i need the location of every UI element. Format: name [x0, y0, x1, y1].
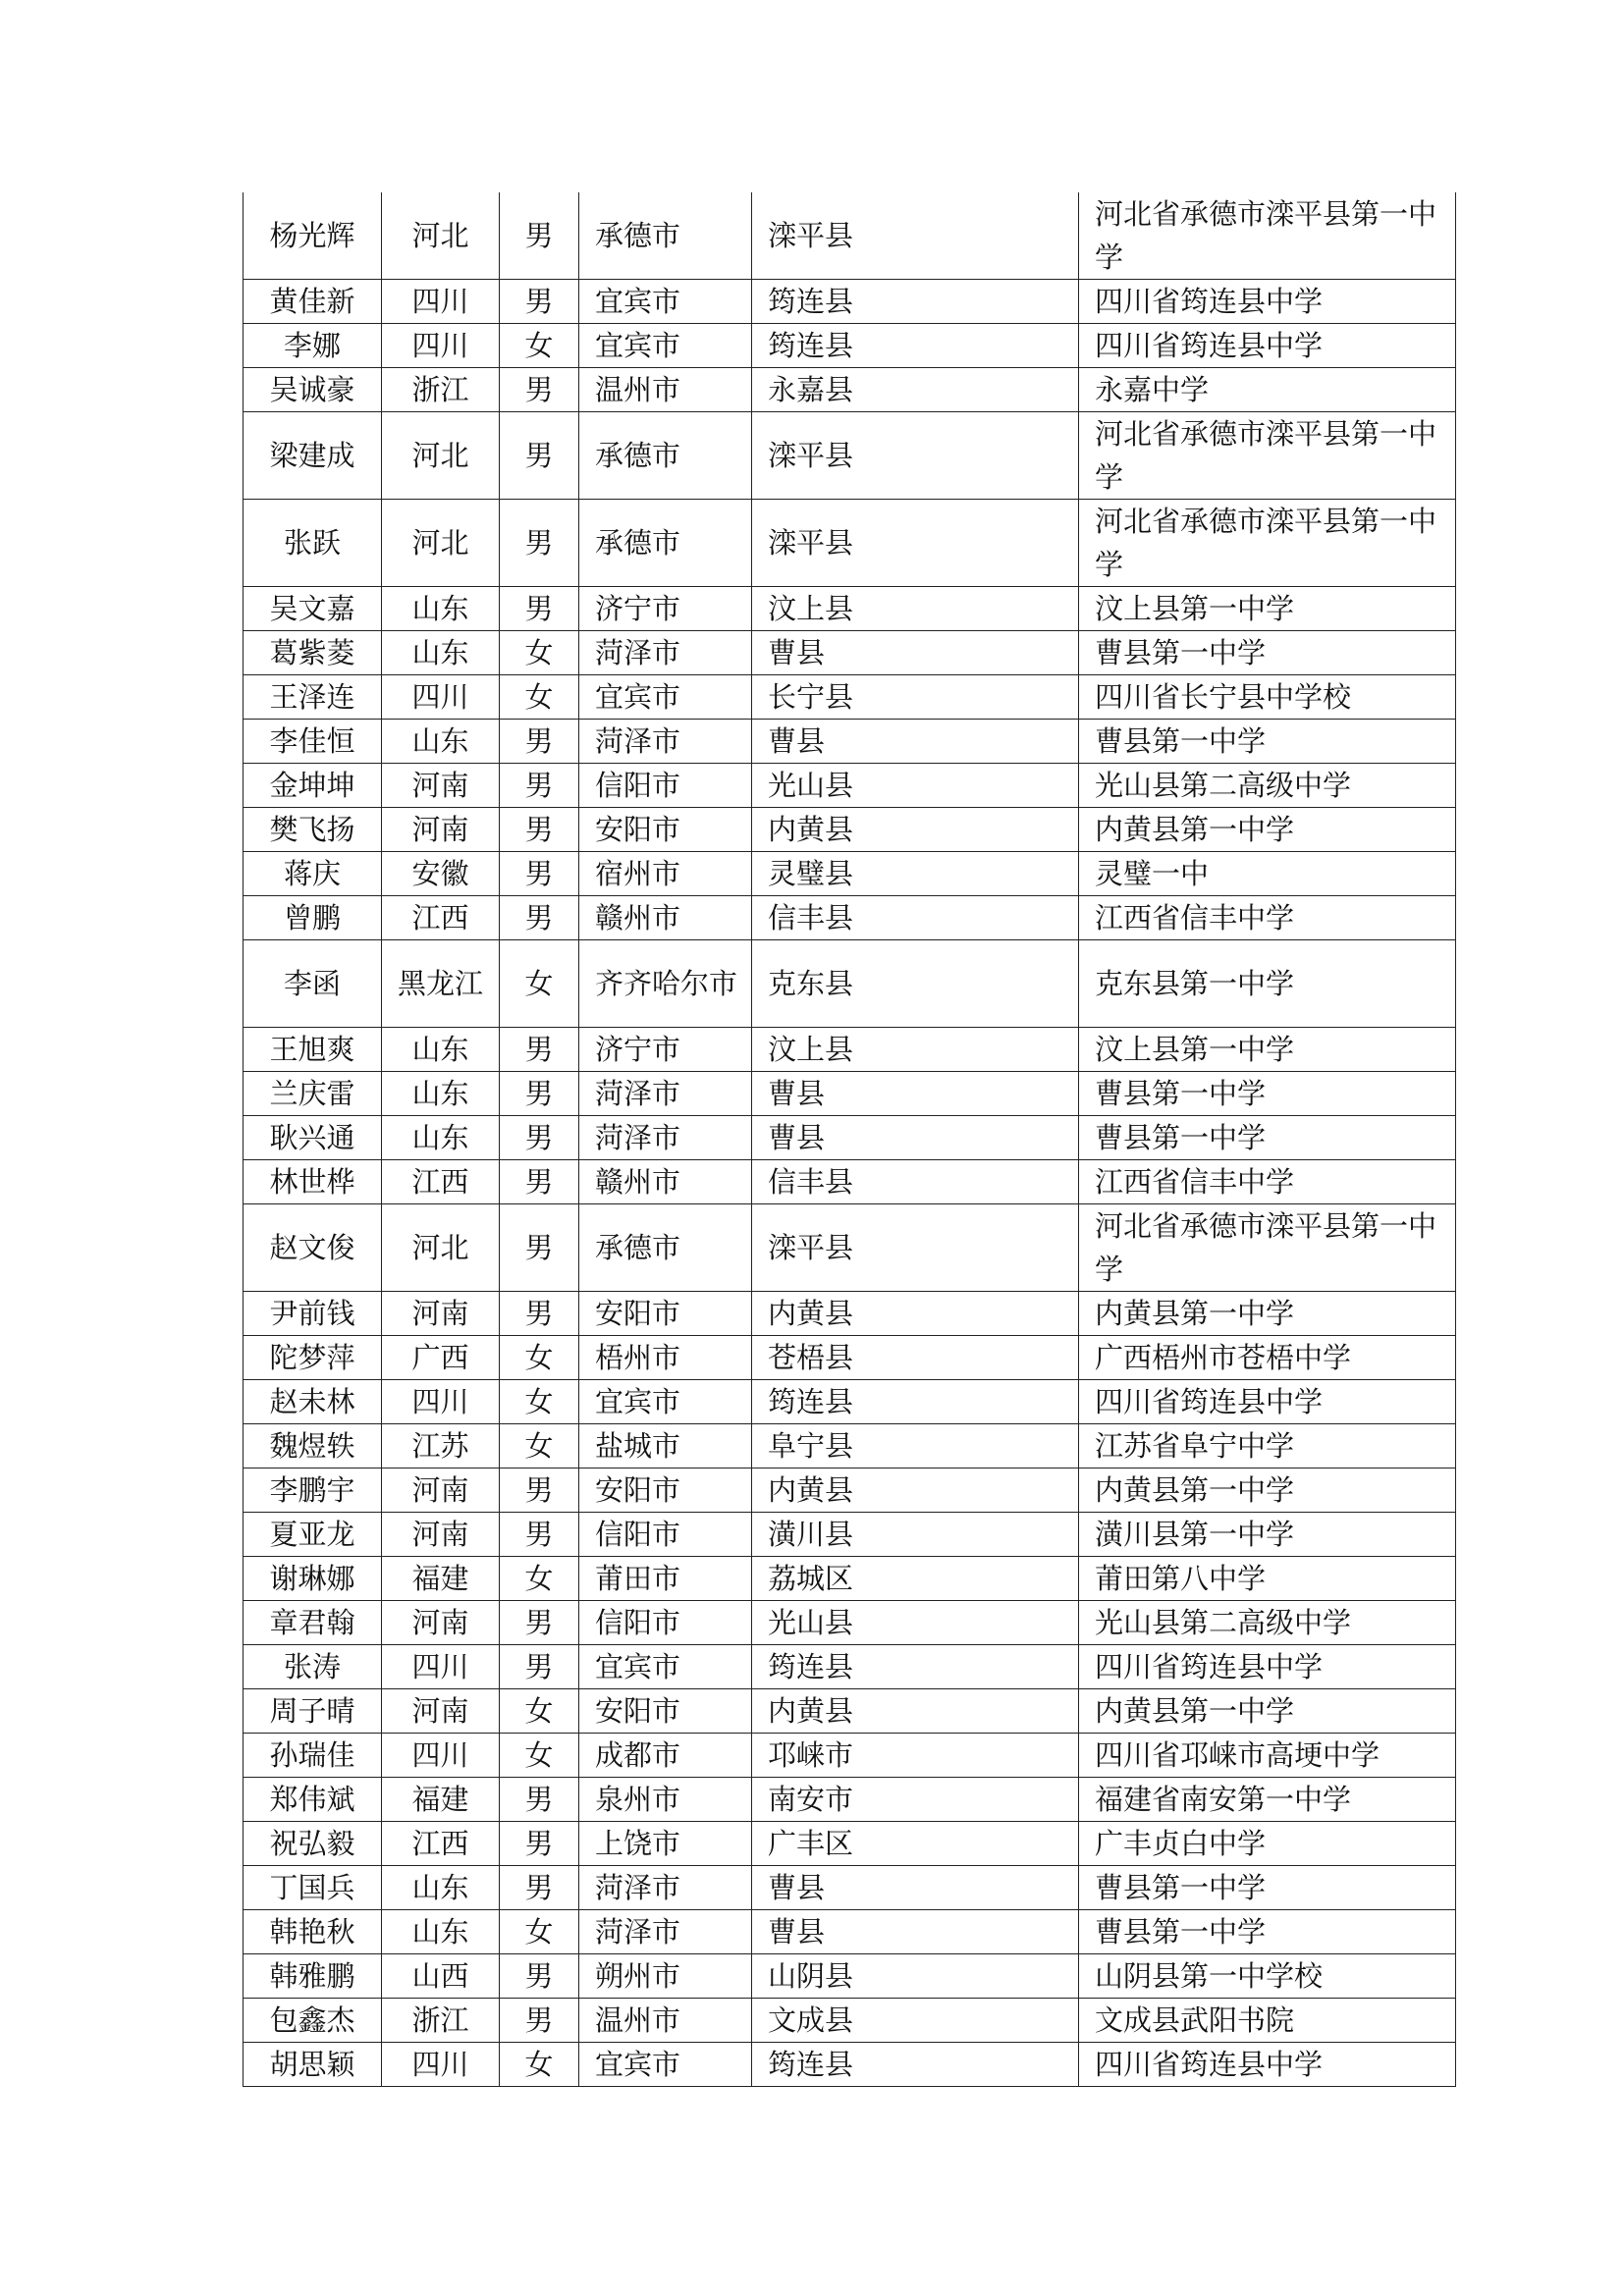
county-cell: 山阴县 [752, 1954, 1079, 1999]
school-cell: 灵璧一中 [1079, 852, 1456, 896]
student-name-cell: 樊飞扬 [244, 808, 382, 852]
roster-body [244, 192, 1456, 2087]
county-cell: 筠连县 [752, 280, 1079, 324]
province-cell: 河北 [382, 500, 500, 587]
county-cell: 内黄县 [752, 808, 1079, 852]
table-row [244, 1689, 1456, 1734]
province-cell: 山东 [382, 1072, 500, 1116]
gender-cell: 男 [500, 852, 579, 896]
gender-cell: 男 [500, 368, 579, 412]
table-row [244, 1734, 1456, 1778]
city-cell: 梧州市 [579, 1336, 752, 1380]
student-name-cell: 吴文嘉 [244, 587, 382, 631]
table-row [244, 1072, 1456, 1116]
gender-cell: 男 [500, 192, 579, 280]
student-name-cell: 尹前钱 [244, 1292, 382, 1336]
city-cell: 宜宾市 [579, 324, 752, 368]
county-cell: 荔城区 [752, 1557, 1079, 1601]
student-name-cell: 郑伟斌 [244, 1778, 382, 1822]
table-row [244, 324, 1456, 368]
school-cell: 曹县第一中学 [1079, 720, 1456, 764]
student-name-cell: 韩雅鹏 [244, 1954, 382, 1999]
city-cell: 宜宾市 [579, 2043, 752, 2087]
table-row [244, 1822, 1456, 1866]
province-cell: 山东 [382, 720, 500, 764]
school-cell: 内黄县第一中学 [1079, 1689, 1456, 1734]
student-name-cell: 黄佳新 [244, 280, 382, 324]
school-cell: 广丰贞白中学 [1079, 1822, 1456, 1866]
county-cell: 信丰县 [752, 896, 1079, 940]
gender-cell: 女 [500, 1689, 579, 1734]
table-row [244, 587, 1456, 631]
gender-cell: 男 [500, 587, 579, 631]
table-row [244, 1204, 1456, 1292]
gender-cell: 男 [500, 1954, 579, 1999]
school-cell: 内黄县第一中学 [1079, 1468, 1456, 1513]
province-cell: 江西 [382, 1822, 500, 1866]
county-cell: 永嘉县 [752, 368, 1079, 412]
gender-cell: 男 [500, 896, 579, 940]
county-cell: 曹县 [752, 720, 1079, 764]
province-cell: 四川 [382, 324, 500, 368]
province-cell: 山东 [382, 587, 500, 631]
student-name-cell: 李佳恒 [244, 720, 382, 764]
student-name-cell: 李娜 [244, 324, 382, 368]
city-cell: 宜宾市 [579, 1645, 752, 1689]
province-cell: 四川 [382, 280, 500, 324]
gender-cell: 男 [500, 1468, 579, 1513]
school-cell: 四川省长宁县中学校 [1079, 675, 1456, 720]
province-cell: 四川 [382, 1645, 500, 1689]
table-row [244, 675, 1456, 720]
province-cell: 四川 [382, 1380, 500, 1424]
student-name-cell: 魏煜轶 [244, 1424, 382, 1468]
school-cell: 江苏省阜宁中学 [1079, 1424, 1456, 1468]
city-cell: 宜宾市 [579, 280, 752, 324]
student-name-cell: 孙瑞佳 [244, 1734, 382, 1778]
table-row [244, 1160, 1456, 1204]
school-cell: 四川省筠连县中学 [1079, 1645, 1456, 1689]
county-cell: 长宁县 [752, 675, 1079, 720]
province-cell: 山东 [382, 1028, 500, 1072]
province-cell: 河北 [382, 1204, 500, 1292]
student-name-cell: 周子晴 [244, 1689, 382, 1734]
province-cell: 山东 [382, 631, 500, 675]
student-name-cell: 王泽连 [244, 675, 382, 720]
city-cell: 安阳市 [579, 1468, 752, 1513]
county-cell: 曹县 [752, 1116, 1079, 1160]
table-row [244, 2043, 1456, 2087]
school-cell: 河北省承德市滦平县第一中学 [1079, 500, 1456, 587]
student-name-cell: 林世桦 [244, 1160, 382, 1204]
table-row [244, 720, 1456, 764]
table-row [244, 1601, 1456, 1645]
school-cell: 曹县第一中学 [1079, 1116, 1456, 1160]
student-name-cell: 李鹏宇 [244, 1468, 382, 1513]
school-cell: 江西省信丰中学 [1079, 1160, 1456, 1204]
county-cell: 内黄县 [752, 1292, 1079, 1336]
document-page [243, 192, 1455, 2087]
county-cell: 曹县 [752, 1866, 1079, 1910]
city-cell: 菏泽市 [579, 631, 752, 675]
gender-cell: 男 [500, 412, 579, 500]
gender-cell: 女 [500, 1910, 579, 1954]
county-cell: 曹县 [752, 1910, 1079, 1954]
student-name-cell: 蒋庆 [244, 852, 382, 896]
county-cell: 滦平县 [752, 412, 1079, 500]
table-row [244, 1910, 1456, 1954]
city-cell: 安阳市 [579, 1689, 752, 1734]
province-cell: 四川 [382, 675, 500, 720]
county-cell: 光山县 [752, 764, 1079, 808]
student-name-cell: 金坤坤 [244, 764, 382, 808]
school-cell: 永嘉中学 [1079, 368, 1456, 412]
student-name-cell: 葛紫菱 [244, 631, 382, 675]
city-cell: 赣州市 [579, 896, 752, 940]
city-cell: 菏泽市 [579, 1072, 752, 1116]
city-cell: 泉州市 [579, 1778, 752, 1822]
city-cell: 宜宾市 [579, 675, 752, 720]
county-cell: 克东县 [752, 940, 1079, 1028]
table-row [244, 1999, 1456, 2043]
city-cell: 安阳市 [579, 808, 752, 852]
province-cell: 江西 [382, 896, 500, 940]
city-cell: 安阳市 [579, 1292, 752, 1336]
province-cell: 山东 [382, 1910, 500, 1954]
student-name-cell: 章君翰 [244, 1601, 382, 1645]
table-row [244, 1866, 1456, 1910]
student-name-cell: 韩艳秋 [244, 1910, 382, 1954]
school-cell: 河北省承德市滦平县第一中学 [1079, 192, 1456, 280]
county-cell: 邛崃市 [752, 1734, 1079, 1778]
province-cell: 河南 [382, 1292, 500, 1336]
school-cell: 山阴县第一中学校 [1079, 1954, 1456, 1999]
student-name-cell: 吴诚豪 [244, 368, 382, 412]
province-cell: 河南 [382, 808, 500, 852]
county-cell: 汶上县 [752, 1028, 1079, 1072]
gender-cell: 女 [500, 1557, 579, 1601]
table-row [244, 808, 1456, 852]
student-name-cell: 曾鹏 [244, 896, 382, 940]
province-cell: 广西 [382, 1336, 500, 1380]
gender-cell: 男 [500, 1204, 579, 1292]
student-name-cell: 丁国兵 [244, 1866, 382, 1910]
gender-cell: 男 [500, 1866, 579, 1910]
city-cell: 信阳市 [579, 1513, 752, 1557]
city-cell: 济宁市 [579, 1028, 752, 1072]
province-cell: 安徽 [382, 852, 500, 896]
table-row [244, 1557, 1456, 1601]
student-name-cell: 兰庆雷 [244, 1072, 382, 1116]
student-name-cell: 王旭爽 [244, 1028, 382, 1072]
gender-cell: 男 [500, 1116, 579, 1160]
student-roster-table [243, 192, 1456, 2087]
province-cell: 浙江 [382, 1999, 500, 2043]
province-cell: 山东 [382, 1116, 500, 1160]
student-name-cell: 梁建成 [244, 412, 382, 500]
city-cell: 成都市 [579, 1734, 752, 1778]
table-row [244, 940, 1456, 1028]
school-cell: 河北省承德市滦平县第一中学 [1079, 412, 1456, 500]
gender-cell: 女 [500, 675, 579, 720]
table-row [244, 1468, 1456, 1513]
city-cell: 菏泽市 [579, 1866, 752, 1910]
school-cell: 内黄县第一中学 [1079, 808, 1456, 852]
table-row [244, 852, 1456, 896]
table-row [244, 1336, 1456, 1380]
city-cell: 承德市 [579, 500, 752, 587]
school-cell: 曹县第一中学 [1079, 631, 1456, 675]
gender-cell: 男 [500, 280, 579, 324]
county-cell: 信丰县 [752, 1160, 1079, 1204]
school-cell: 汶上县第一中学 [1079, 1028, 1456, 1072]
gender-cell: 男 [500, 764, 579, 808]
table-row [244, 764, 1456, 808]
city-cell: 温州市 [579, 368, 752, 412]
province-cell: 河北 [382, 192, 500, 280]
school-cell: 文成县武阳书院 [1079, 1999, 1456, 2043]
student-name-cell: 胡思颖 [244, 2043, 382, 2087]
table-row [244, 896, 1456, 940]
school-cell: 福建省南安第一中学 [1079, 1778, 1456, 1822]
student-name-cell: 李函 [244, 940, 382, 1028]
gender-cell: 男 [500, 808, 579, 852]
gender-cell: 男 [500, 1292, 579, 1336]
gender-cell: 女 [500, 1380, 579, 1424]
city-cell: 宿州市 [579, 852, 752, 896]
gender-cell: 女 [500, 324, 579, 368]
table-row [244, 1645, 1456, 1689]
gender-cell: 男 [500, 500, 579, 587]
county-cell: 筠连县 [752, 1645, 1079, 1689]
city-cell: 宜宾市 [579, 1380, 752, 1424]
table-row [244, 500, 1456, 587]
province-cell: 江西 [382, 1160, 500, 1204]
city-cell: 信阳市 [579, 1601, 752, 1645]
city-cell: 菏泽市 [579, 1116, 752, 1160]
county-cell: 滦平县 [752, 192, 1079, 280]
province-cell: 福建 [382, 1557, 500, 1601]
city-cell: 上饶市 [579, 1822, 752, 1866]
city-cell: 赣州市 [579, 1160, 752, 1204]
student-name-cell: 包鑫杰 [244, 1999, 382, 2043]
county-cell: 文成县 [752, 1999, 1079, 2043]
gender-cell: 女 [500, 940, 579, 1028]
table-row [244, 1513, 1456, 1557]
county-cell: 筠连县 [752, 2043, 1079, 2087]
county-cell: 筠连县 [752, 1380, 1079, 1424]
school-cell: 曹县第一中学 [1079, 1072, 1456, 1116]
table-row [244, 1380, 1456, 1424]
gender-cell: 女 [500, 1424, 579, 1468]
county-cell: 潢川县 [752, 1513, 1079, 1557]
table-row [244, 1954, 1456, 1999]
city-cell: 齐齐哈尔市 [579, 940, 752, 1028]
school-cell: 光山县第二高级中学 [1079, 764, 1456, 808]
province-cell: 河南 [382, 1513, 500, 1557]
gender-cell: 女 [500, 631, 579, 675]
gender-cell: 女 [500, 1734, 579, 1778]
county-cell: 阜宁县 [752, 1424, 1079, 1468]
student-name-cell: 杨光辉 [244, 192, 382, 280]
school-cell: 汶上县第一中学 [1079, 587, 1456, 631]
gender-cell: 男 [500, 1822, 579, 1866]
province-cell: 黑龙江 [382, 940, 500, 1028]
school-cell: 四川省邛崃市高埂中学 [1079, 1734, 1456, 1778]
student-name-cell: 夏亚龙 [244, 1513, 382, 1557]
school-cell: 曹县第一中学 [1079, 1866, 1456, 1910]
county-cell: 滦平县 [752, 1204, 1079, 1292]
table-row [244, 1028, 1456, 1072]
county-cell: 内黄县 [752, 1468, 1079, 1513]
province-cell: 四川 [382, 2043, 500, 2087]
gender-cell: 男 [500, 1513, 579, 1557]
province-cell: 河南 [382, 1468, 500, 1513]
gender-cell: 男 [500, 1645, 579, 1689]
province-cell: 河南 [382, 1689, 500, 1734]
school-cell: 内黄县第一中学 [1079, 1292, 1456, 1336]
city-cell: 温州市 [579, 1999, 752, 2043]
student-name-cell: 张跃 [244, 500, 382, 587]
city-cell: 承德市 [579, 412, 752, 500]
province-cell: 河南 [382, 1601, 500, 1645]
school-cell: 广西梧州市苍梧中学 [1079, 1336, 1456, 1380]
gender-cell: 男 [500, 1072, 579, 1116]
student-name-cell: 张涛 [244, 1645, 382, 1689]
gender-cell: 女 [500, 1336, 579, 1380]
city-cell: 济宁市 [579, 587, 752, 631]
province-cell: 山东 [382, 1866, 500, 1910]
gender-cell: 男 [500, 1160, 579, 1204]
table-row [244, 412, 1456, 500]
county-cell: 光山县 [752, 1601, 1079, 1645]
school-cell: 四川省筠连县中学 [1079, 280, 1456, 324]
city-cell: 承德市 [579, 192, 752, 280]
school-cell: 四川省筠连县中学 [1079, 324, 1456, 368]
school-cell: 曹县第一中学 [1079, 1910, 1456, 1954]
city-cell: 承德市 [579, 1204, 752, 1292]
gender-cell: 男 [500, 1028, 579, 1072]
province-cell: 浙江 [382, 368, 500, 412]
student-name-cell: 赵文俊 [244, 1204, 382, 1292]
table-row [244, 1424, 1456, 1468]
student-name-cell: 祝弘毅 [244, 1822, 382, 1866]
province-cell: 河北 [382, 412, 500, 500]
school-cell: 克东县第一中学 [1079, 940, 1456, 1028]
city-cell: 莆田市 [579, 1557, 752, 1601]
county-cell: 苍梧县 [752, 1336, 1079, 1380]
gender-cell: 男 [500, 1999, 579, 2043]
province-cell: 四川 [382, 1734, 500, 1778]
gender-cell: 男 [500, 1778, 579, 1822]
student-name-cell: 谢琳娜 [244, 1557, 382, 1601]
county-cell: 汶上县 [752, 587, 1079, 631]
county-cell: 南安市 [752, 1778, 1079, 1822]
student-name-cell: 耿兴通 [244, 1116, 382, 1160]
county-cell: 曹县 [752, 631, 1079, 675]
city-cell: 菏泽市 [579, 720, 752, 764]
gender-cell: 男 [500, 720, 579, 764]
county-cell: 滦平县 [752, 500, 1079, 587]
table-row [244, 280, 1456, 324]
city-cell: 朔州市 [579, 1954, 752, 1999]
table-row [244, 631, 1456, 675]
school-cell: 四川省筠连县中学 [1079, 2043, 1456, 2087]
table-row [244, 192, 1456, 280]
table-row [244, 1778, 1456, 1822]
city-cell: 盐城市 [579, 1424, 752, 1468]
school-cell: 光山县第二高级中学 [1079, 1601, 1456, 1645]
county-cell: 灵璧县 [752, 852, 1079, 896]
city-cell: 信阳市 [579, 764, 752, 808]
student-name-cell: 赵未林 [244, 1380, 382, 1424]
province-cell: 福建 [382, 1778, 500, 1822]
table-row [244, 1116, 1456, 1160]
county-cell: 曹县 [752, 1072, 1079, 1116]
province-cell: 山西 [382, 1954, 500, 1999]
table-row [244, 368, 1456, 412]
student-name-cell: 陀梦萍 [244, 1336, 382, 1380]
city-cell: 菏泽市 [579, 1910, 752, 1954]
province-cell: 江苏 [382, 1424, 500, 1468]
school-cell: 莆田第八中学 [1079, 1557, 1456, 1601]
school-cell: 潢川县第一中学 [1079, 1513, 1456, 1557]
gender-cell: 女 [500, 2043, 579, 2087]
school-cell: 江西省信丰中学 [1079, 896, 1456, 940]
school-cell: 四川省筠连县中学 [1079, 1380, 1456, 1424]
school-cell: 河北省承德市滦平县第一中学 [1079, 1204, 1456, 1292]
province-cell: 河南 [382, 764, 500, 808]
gender-cell: 男 [500, 1601, 579, 1645]
county-cell: 内黄县 [752, 1689, 1079, 1734]
county-cell: 筠连县 [752, 324, 1079, 368]
county-cell: 广丰区 [752, 1822, 1079, 1866]
table-row [244, 1292, 1456, 1336]
